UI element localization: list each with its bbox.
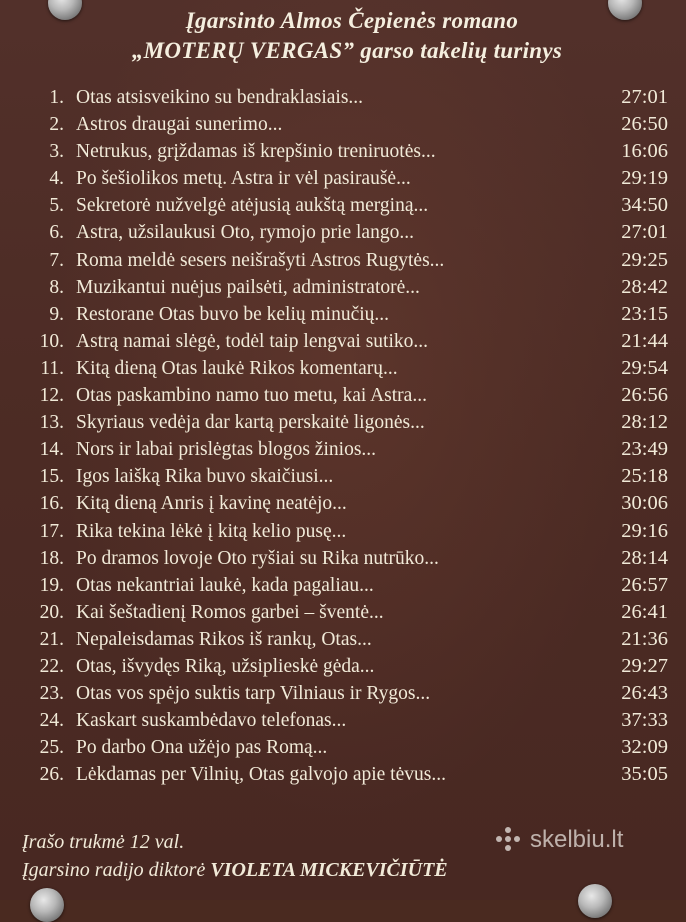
track-title: Rika tekina lėkė į kitą kelio pusę...: [76, 520, 347, 542]
track-row: [28, 734, 668, 761]
track-number: 3.: [49, 141, 64, 163]
track-title: Po darbo Ona užėjo pas Romą...: [76, 737, 328, 759]
track-row: [28, 219, 668, 246]
track-number: 9.: [49, 303, 64, 325]
track-title: Otas atsisveikino su bendraklasiais...: [76, 87, 364, 108]
track-row: [28, 382, 668, 409]
track-title: Lėkdamas per Vilnių, Otas galvojo apie tėvus...: [76, 764, 446, 786]
track-row: [28, 572, 668, 599]
track-number: 16.: [39, 493, 64, 515]
track-number: 25.: [39, 737, 64, 759]
track-number: 10.: [39, 330, 64, 352]
track-row: [28, 111, 668, 138]
track-duration: 28:12: [621, 411, 668, 434]
track-row: [28, 680, 668, 707]
track-title: Po šešiolikos metų. Astra ir vėl pasiraušė...: [76, 168, 411, 190]
track-row: [28, 490, 668, 517]
track-duration: 26:56: [621, 384, 668, 407]
track-number: 21.: [39, 628, 64, 650]
narrator-name: VIOLETA MICKEVIČIŪTĖ: [210, 859, 448, 881]
track-duration: 28:42: [621, 275, 668, 298]
track-duration: 37:33: [621, 709, 668, 732]
track-title: Skyriaus vedėja dar kartą perskaitė ligonės...: [76, 412, 425, 434]
track-duration: 27:01: [621, 221, 668, 244]
track-title: Otas nekantriai laukė, kada pagaliau...: [76, 574, 374, 596]
track-number: 17.: [39, 520, 64, 542]
track-row: [28, 707, 668, 734]
track-number: 11.: [40, 357, 64, 379]
track-row: [28, 518, 668, 545]
track-number: 8.: [49, 276, 64, 298]
track-duration: 29:27: [621, 654, 668, 677]
track-title: Sekretorė nužvelgė atėjusią aukštą merginą...: [76, 195, 429, 217]
track-row: [28, 409, 668, 436]
track-duration: 23:15: [621, 302, 668, 325]
track-title: Igos laišką Rika buvo skaičiusi...: [76, 466, 334, 488]
track-duration: 30:06: [621, 492, 668, 515]
track-duration: 26:43: [621, 682, 668, 705]
cover-title: [0, 6, 686, 66]
track-row: [28, 653, 668, 680]
screw-icon: [30, 888, 64, 922]
track-list: [28, 84, 668, 788]
track-title: Roma meldė sesers neišrašyti Astros Rugytės...: [76, 249, 445, 271]
track-title: Otas, išvydęs Riką, užsiplieskė gėda...: [76, 655, 375, 677]
title-line-1: Įgarsinto Almos Čepienės romano: [185, 8, 519, 33]
title-line-2: „MOTERŲ VERGAS” garso takelių turinys: [131, 38, 563, 63]
track-row: [28, 355, 668, 382]
narrator-line: [22, 856, 448, 884]
track-number: 22.: [39, 655, 64, 677]
narrator-label: Įgarsino radijo diktorė: [22, 859, 206, 881]
track-number: 26.: [39, 764, 64, 786]
track-title: Nors ir labai prislėgtas blogos žinios...: [76, 439, 377, 461]
track-duration: 28:14: [621, 546, 668, 569]
track-title: Astrą namai slėgė, todėl taip lengvai sutiko...: [76, 330, 428, 352]
track-number: 14.: [39, 439, 64, 461]
skelbiu-dots-icon: [496, 827, 522, 853]
track-title: Astra, užsilaukusi Oto, rymojo prie lango...: [76, 222, 414, 244]
recording-duration: Įrašo trukmė 12 val.: [22, 831, 185, 853]
track-row: [28, 84, 668, 111]
track-number: 12.: [39, 385, 64, 407]
track-row: [28, 138, 668, 165]
track-title: Muzikantui nuėjus pailsėti, administratorė...: [76, 276, 420, 298]
track-number: 4.: [49, 168, 64, 190]
track-title: Netrukus, grįždamas iš krepšinio treniruotės...: [76, 141, 436, 163]
track-duration: 29:16: [621, 519, 668, 542]
track-number: 15.: [39, 466, 64, 488]
track-duration: 27:01: [621, 86, 668, 108]
watermark: [496, 826, 623, 854]
track-title: Kaskart suskambėdavo telefonas...: [76, 710, 347, 732]
track-row: [28, 165, 668, 192]
track-number: 7.: [49, 249, 64, 271]
track-duration: 26:57: [621, 573, 668, 596]
track-duration: 32:09: [621, 736, 668, 759]
track-number: 2.: [49, 114, 64, 136]
track-row: [28, 328, 668, 355]
track-title: Kitą dieną Otas laukė Rikos komentarų...: [76, 357, 398, 379]
track-number: 13.: [39, 412, 64, 434]
track-number: 19.: [39, 574, 64, 596]
track-number: 24.: [39, 710, 64, 732]
track-title: Nepaleisdamas Rikos iš rankų, Otas...: [76, 628, 372, 650]
track-row: [28, 436, 668, 463]
track-duration: 29:19: [621, 167, 668, 190]
track-number: 1.: [49, 87, 64, 108]
track-number: 20.: [39, 601, 64, 623]
track-row: [28, 626, 668, 653]
track-row: [28, 761, 668, 788]
credits: [22, 828, 448, 884]
track-number: 6.: [49, 222, 64, 244]
track-duration: 29:54: [621, 356, 668, 379]
track-title: Otas paskambino namo tuo metu, kai Astra...: [76, 385, 427, 407]
track-number: 5.: [49, 195, 64, 217]
track-duration: 16:06: [621, 140, 668, 163]
track-row: [28, 274, 668, 301]
track-title: Kai šeštadienį Romos garbei – šventė...: [76, 601, 384, 623]
screw-icon: [578, 884, 612, 918]
track-duration: 26:41: [621, 600, 668, 623]
track-duration: 21:36: [621, 627, 668, 650]
track-number: 23.: [39, 683, 64, 705]
track-number: 18.: [39, 547, 64, 569]
track-duration: 26:50: [621, 113, 668, 136]
track-row: [28, 247, 668, 274]
track-title: Kitą dieną Anris į kavinę neatėjo...: [76, 493, 347, 515]
track-duration: 25:18: [621, 465, 668, 488]
watermark-text: skelbiu.lt: [530, 826, 624, 853]
track-duration: 35:05: [621, 763, 668, 786]
track-row: [28, 463, 668, 490]
track-row: [28, 545, 668, 572]
track-title: Po dramos lovoje Oto ryšiai su Rika nutrūko...: [76, 547, 439, 569]
track-title: Otas vos spėjo suktis tarp Vilniaus ir Rygos...: [76, 683, 431, 705]
track-row: [28, 192, 668, 219]
track-duration: 23:49: [621, 438, 668, 461]
track-duration: 29:25: [621, 248, 668, 271]
track-title: Restorane Otas buvo be kelių minučių...: [76, 303, 390, 325]
track-row: [28, 599, 668, 626]
track-duration: 21:44: [621, 329, 668, 352]
track-row: [28, 301, 668, 328]
track-duration: 34:50: [621, 194, 668, 217]
track-title: Astros draugai sunerimo...: [76, 114, 283, 136]
